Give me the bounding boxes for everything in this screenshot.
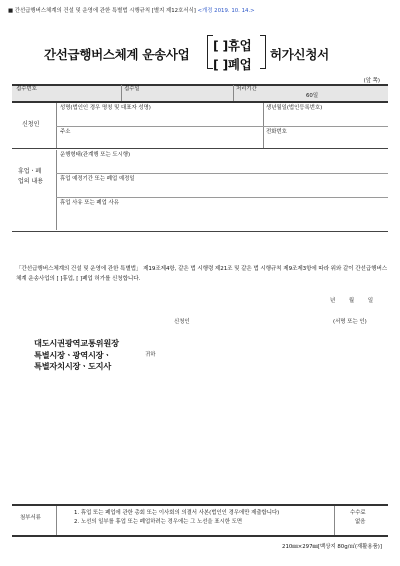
route-type-field[interactable]: 운행형태(관계행 또는 도시행) [60, 152, 131, 158]
suspension-section-label-2: 업의 내용 [18, 178, 44, 185]
attachment-item-2: 2. 노선의 일부를 휴업 또는 폐업하려는 경우에는 그 노선을 표시한 도면 [74, 519, 243, 525]
applicant-address-field[interactable]: 주소 [60, 129, 71, 135]
processing-period-label: 처리기간 [236, 86, 257, 92]
page-note: (앞 쪽) [363, 78, 380, 84]
authority-2: 특별시장ㆍ광역시장ㆍ [34, 349, 112, 360]
applicant-section-label: 신청인 [22, 121, 40, 128]
authority-3: 특별자치시장ㆍ도지사 [34, 361, 112, 371]
fee-value: 없음 [355, 519, 366, 525]
form-title [0, 33, 400, 73]
paper-spec: 210㎜×297㎜[백상지 80g/㎡(재활용품)] [282, 544, 382, 550]
title-option-suspend: [ ]휴업 [213, 38, 252, 53]
suspension-section-label-1: 휴업ㆍ폐 [18, 168, 42, 175]
signature-field[interactable]: (서명 또는 인) [333, 319, 367, 325]
date-line: 년 월 일 [330, 298, 374, 304]
receipt-row [12, 85, 388, 101]
application-statement: 「간선급행버스체계의 건설 및 운영에 관한 특별법」 제19조제4항, 같은 법 시행령 제21조 및 같은 법 시행규칙 제9조제3항에 따라 위와 같이 간선급행버스체계 운송사업의 [ ]휴업, [ ]폐업 허가를 신청합니다. [16, 266, 388, 282]
suspension-reason-field[interactable]: 휴업 사유 또는 폐업 사유 [60, 200, 119, 206]
attachments-label: 첨부서류 [20, 515, 41, 521]
form-header [8, 8, 255, 15]
receipt-date-label: 접수일 [124, 86, 140, 92]
receipt-number-label: 접수번호 [16, 86, 37, 92]
suspension-period-field[interactable]: 휴업 예정기간 또는 폐업 예정일 [60, 176, 135, 182]
applicant-birth-field[interactable]: 생년월일(법인등록번호) [266, 105, 323, 111]
attachment-item-1: 1. 휴업 또는 폐업에 관한 총회 또는 이사회의 의결서 사본(법인인 경우에만 제출합니다) [74, 510, 280, 516]
title-suffix: 허가신청서 [270, 47, 329, 62]
addressee-suffix: 귀하 [145, 352, 156, 358]
fee-label: 수수료 [350, 510, 366, 516]
processing-period-value: 60일 [306, 93, 319, 99]
title-option-close: [ ]폐업 [213, 57, 252, 72]
addressee-block [34, 338, 119, 373]
applicant-phone-field[interactable]: 전화번호 [266, 129, 287, 135]
applicant-signature-label: 신청인 [174, 319, 190, 325]
applicant-name-field[interactable]: 성명(법인인 경우 명칭 및 대표자 성명) [60, 105, 151, 111]
revision-date: <개정 2019. 10. 14.> [197, 8, 255, 14]
title-prefix: 간선급행버스체계 운송사업 [44, 47, 190, 62]
title-bracket-right [260, 35, 266, 69]
law-reference: ■ 간선급행버스체계의 건설 및 운영에 관한 특별법 시행규칙 [별지 제12호서식] [8, 8, 196, 14]
authority-1: 대도시권광역교통위원장 [34, 338, 119, 348]
